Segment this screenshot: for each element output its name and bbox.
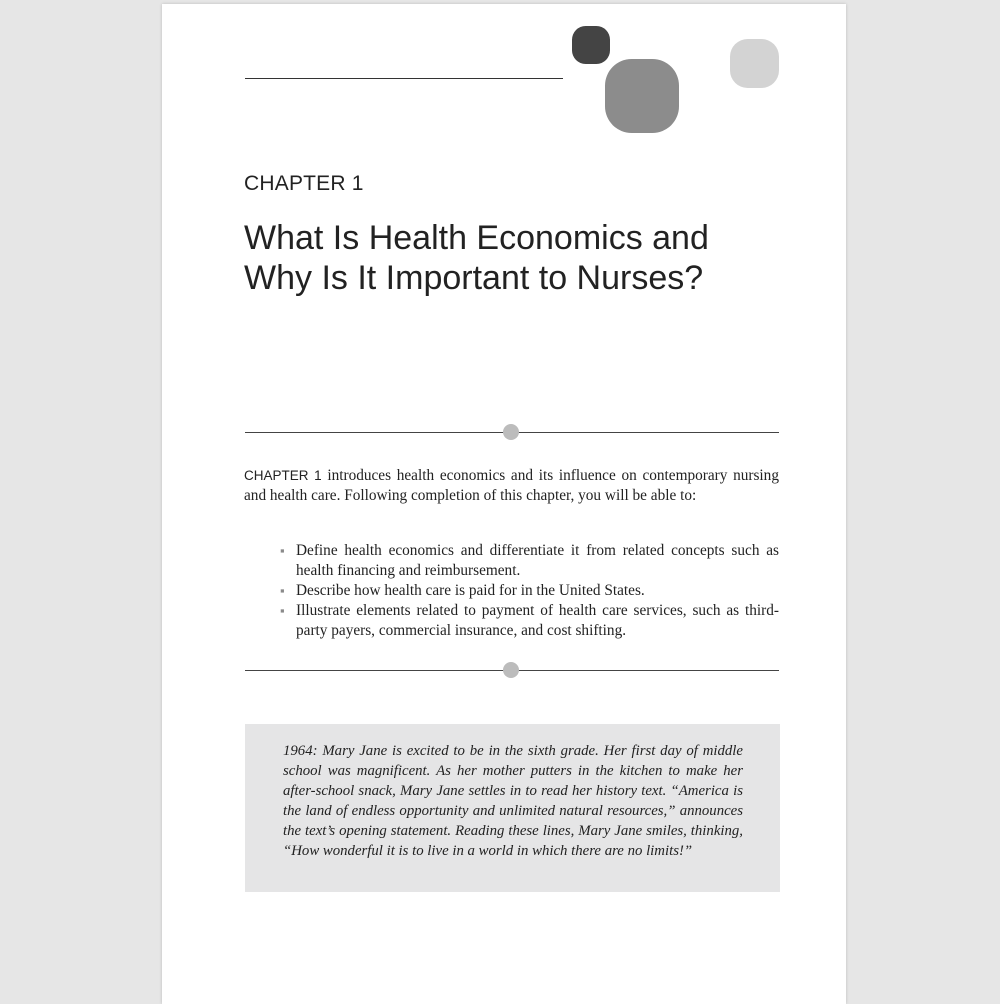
intro-text: introduces health economics and its influence on contemporary nursing and health care. Following completion of this chapter, you will be able to: xyxy=(244,467,779,504)
objective-item xyxy=(274,541,779,581)
opening-vignette xyxy=(245,724,780,892)
header-rule xyxy=(245,78,563,79)
chapter-title-line-1: What Is Health Economics and xyxy=(244,219,709,257)
chapter-title xyxy=(244,218,804,298)
decor-gray-square-icon xyxy=(605,59,679,133)
bullet-icon: ▪ xyxy=(280,543,285,558)
chapter-title-line-2: Why Is It Important to Nurses? xyxy=(244,259,704,297)
bullet-icon: ▪ xyxy=(280,603,285,618)
objective-text: Define health economics and differentiate it from related concepts such as health financing and reimbursement. xyxy=(296,542,779,579)
objectives-bottom-divider xyxy=(245,670,779,671)
divider-knob-icon xyxy=(503,662,519,678)
learning-objectives xyxy=(274,541,779,641)
decor-light-square-icon xyxy=(730,39,779,88)
chapter-label: CHAPTER 1 xyxy=(244,172,364,195)
objective-text: Illustrate elements related to payment of health care services, such as third-party payers, commercial insurance, and cost shifting. xyxy=(296,602,779,639)
objective-item xyxy=(274,581,779,601)
vignette-text: 1964: Mary Jane is excited to be in the sixth grade. Her first day of middle school was magnificent. As her mother putters in the kitchen to make her after-school snack, Mary Jane settles in to read her history text. “America is the land of endless opportunity and unlimited natural resources,” announces the text’s opening statement. Reading these lines, Mary Jane smiles, thinking, “How wonderful it is to live in a world in which there are no limits!” xyxy=(283,743,743,859)
bullet-icon: ▪ xyxy=(280,583,285,598)
objective-item xyxy=(274,601,779,641)
objective-text: Describe how health care is paid for in the United States. xyxy=(296,582,645,599)
decor-dark-square-icon xyxy=(572,26,610,64)
objectives-top-divider xyxy=(245,432,779,433)
book-page xyxy=(162,4,846,1004)
intro-lead: CHAPTER 1 xyxy=(244,468,322,483)
divider-knob-icon xyxy=(503,424,519,440)
chapter-intro xyxy=(244,466,779,506)
